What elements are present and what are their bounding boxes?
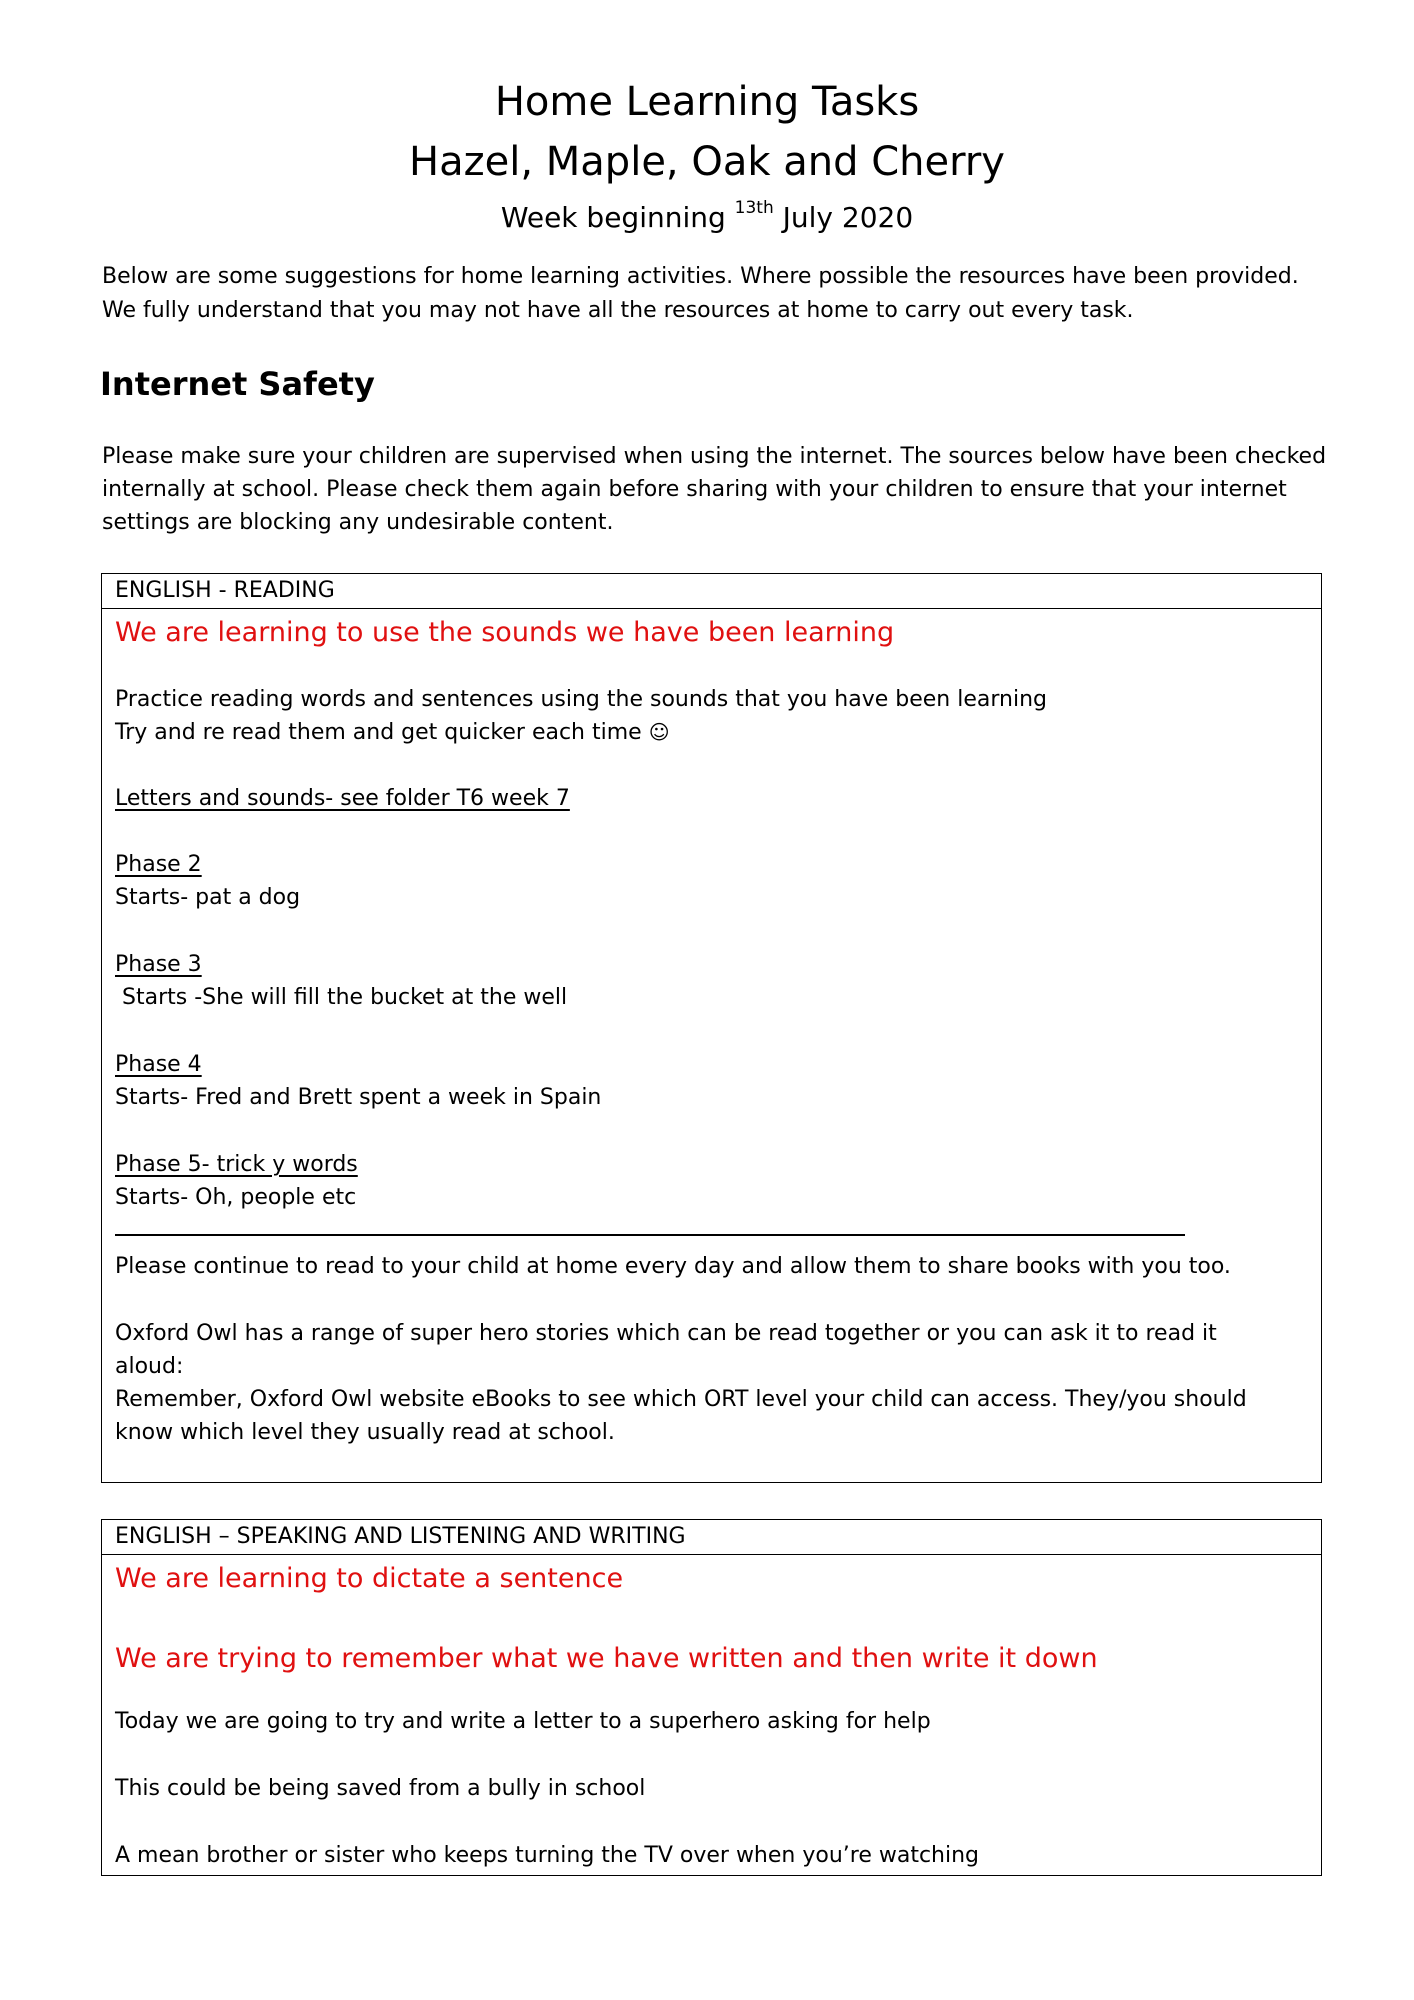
remember-line: Remember, Oxford Owl website eBooks to see which ORT level your child can access. They/you should <box>115 1387 1247 1412</box>
writing-line: This could be being saved from a bully in school <box>115 1776 646 1801</box>
reading-objective: We are learning to use the sounds we have been learning <box>115 617 895 648</box>
document-title-line2: Hazel, Maple, Oak and Cherry <box>409 139 1005 185</box>
internet-safety-heading: Internet Safety <box>100 365 375 403</box>
week-beginning <box>0 196 1414 240</box>
safety-line: settings are blocking any undesirable content. <box>102 510 614 535</box>
oxford-owl-line: aloud: <box>115 1354 184 1379</box>
english-writing-box <box>101 1519 1322 1876</box>
week-prefix: Week beginning <box>500 201 735 234</box>
reading-practice-text: Try and re read them and get quicker each time <box>115 720 642 745</box>
letters-and-sounds-link: Letters and sounds- see folder T6 week 7 <box>115 786 570 811</box>
document-title-line1: Home Learning Tasks <box>494 79 920 125</box>
continue-reading-text: Please continue to read to your child at home every day and allow them to share books with you too. <box>115 1254 1231 1279</box>
writing-box-body <box>102 1555 1321 1872</box>
internet-safety-paragraph <box>102 440 1332 539</box>
english-reading-box <box>101 573 1322 1483</box>
phase-text: Starts- Oh, people etc <box>115 1185 357 1210</box>
week-suffix: July 2020 <box>773 201 914 234</box>
section-divider <box>115 1234 1185 1236</box>
intro-line: We fully understand that you may not have all the resources at home to carry out every task. <box>102 298 1134 323</box>
phase-title: Phase 2 <box>115 852 202 877</box>
reading-practice-line: Practice reading words and sentences using the sounds that you have been learning <box>115 687 1047 712</box>
oxford-owl-line: Oxford Owl has a range of super hero stories which can be read together or you can ask it to read it <box>115 1321 1217 1346</box>
remember-line: know which level they usually read at school. <box>115 1420 615 1445</box>
phase-title: Phase 4 <box>115 1052 202 1077</box>
week-day-sup: 13th <box>734 198 774 218</box>
phase-text: Starts- pat a dog <box>115 885 301 910</box>
phase-text: Starts -She will fill the bucket at the well <box>115 985 568 1010</box>
writing-box-header: ENGLISH – SPEAKING AND LISTENING AND WRITING <box>102 1520 1321 1555</box>
safety-line: Please make sure your children are supervised when using the internet. The sources below have been checked <box>102 444 1327 469</box>
safety-line: internally at school. Please check them again before sharing with your children to ensure that your internet <box>102 477 1287 502</box>
writing-objective: We are trying to remember what we have written and then write it down <box>115 1643 1098 1674</box>
reading-box-header: ENGLISH - READING <box>102 574 1321 609</box>
intro-paragraph <box>102 260 1332 328</box>
smiley-icon: ☺ <box>648 720 670 744</box>
title-block <box>0 72 1414 240</box>
reading-practice-line <box>115 716 1308 749</box>
phase-text: Starts- Fred and Brett spent a week in Spain <box>115 1085 602 1110</box>
writing-objective: We are learning to dictate a sentence <box>115 1563 624 1594</box>
intro-line: Below are some suggestions for home learning activities. Where possible the resources have been provided. <box>102 264 1299 289</box>
phase-title: Phase 3 <box>115 952 202 977</box>
reading-box-body <box>102 609 1321 1449</box>
writing-line: Today we are going to try and write a letter to a superhero asking for help <box>115 1709 931 1734</box>
writing-line: A mean brother or sister who keeps turning the TV over when you’re watching <box>115 1843 980 1868</box>
phase-title: Phase 5- trick y words <box>115 1152 358 1177</box>
